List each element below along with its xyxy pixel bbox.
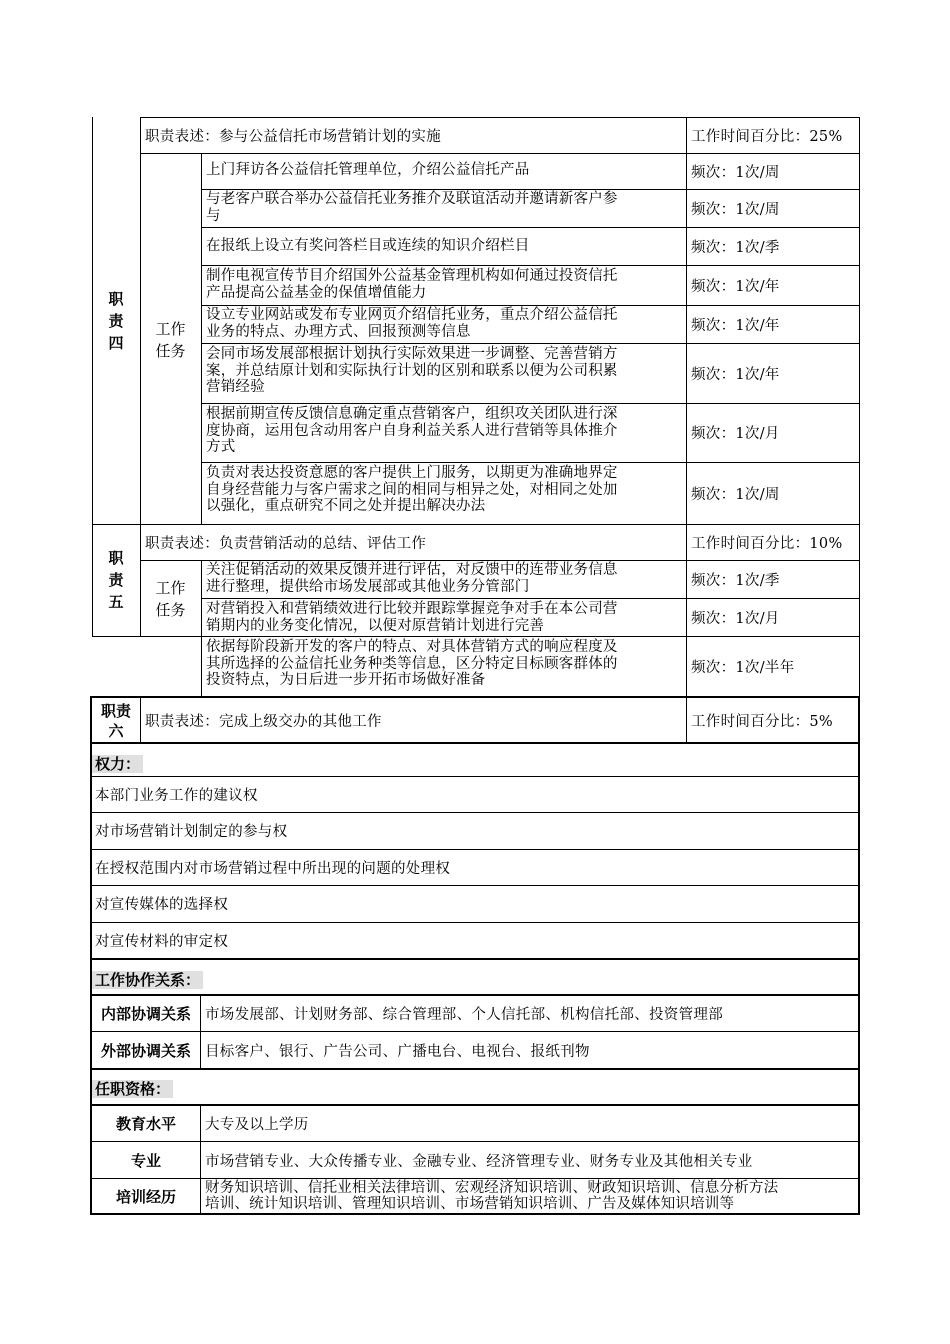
rule bbox=[140, 696, 141, 743]
rule bbox=[201, 153, 202, 524]
qualifications-heading: 任职资格： bbox=[92, 1080, 173, 1098]
duty4-freq-2: 频次：1次/周 bbox=[691, 201, 780, 218]
duty5-freq-1: 频次：1次/季 bbox=[691, 572, 780, 589]
external-relations-value: 目标客户、银行、广告公司、广播电台、电视台、报纸刊物 bbox=[205, 1043, 590, 1060]
rule bbox=[201, 560, 202, 696]
internal-relations-value: 市场发展部、计划财务部、综合管理部、个人信托部、机构信托部、投资管理部 bbox=[205, 1007, 723, 1023]
duty5-freq-3: 频次：1次/半年 bbox=[691, 659, 795, 676]
training-value: 财务知识培训、信托业相关法律培训、宏观经济知识培训、财政知识培训、信息分析方法 培训、统计知识培训、管理知识培训、市场营销知识培训、广告及媒体知识培训等 bbox=[205, 1180, 779, 1212]
relations-heading: 工作协作关系： bbox=[92, 971, 203, 989]
duty5-time-pct: 工作时间百分比：10% bbox=[691, 535, 843, 552]
duty4-task-4: 制作电视宣传节目介绍国外公益基金管理机构如何通过投资信托 产品提高公益基金的保值增值能力 bbox=[206, 268, 618, 301]
rule bbox=[90, 742, 860, 744]
education-label: 教育水平 bbox=[115, 1115, 176, 1133]
duty4-freq-8: 频次：1次/周 bbox=[691, 486, 780, 503]
training-label: 培训经历 bbox=[115, 1188, 176, 1206]
powers-heading: 权力： bbox=[92, 755, 143, 773]
external-relations-label: 外部协调关系 bbox=[100, 1041, 191, 1060]
power-item: 在授权范围内对市场营销过程中所出现的问题的处理权 bbox=[95, 860, 451, 877]
duty5-label: 职 责 五 bbox=[108, 549, 124, 611]
rule bbox=[859, 117, 860, 696]
education-value: 大专及以上学历 bbox=[205, 1117, 309, 1133]
rule bbox=[686, 696, 687, 743]
duty5-task-2: 对营销投入和营销绩效进行比较并跟踪掌握竞争对手在本公司营 销期内的业务变化情况，以便对原营销计划进行完善 bbox=[206, 601, 618, 634]
rule bbox=[686, 117, 687, 696]
duty6-label: 职责 六 bbox=[100, 702, 131, 740]
duty6-time-pct: 工作时间百分比：5% bbox=[691, 714, 834, 730]
duty6-statement: 职责表述：完成上级交办的其他工作 bbox=[145, 714, 382, 730]
power-item: 对宣传媒体的选择权 bbox=[95, 897, 229, 913]
power-item: 对市场营销计划制定的参与权 bbox=[95, 824, 288, 840]
rule bbox=[200, 1104, 201, 1214]
rule bbox=[140, 117, 141, 636]
duty5-task-1: 关注促销活动的效果反馈并进行评估，对反馈中的连带业务信息 进行整理，提供给市场发展部或其他业务分管部门 bbox=[206, 562, 618, 595]
major-value: 市场营销专业、大众传播专业、金融专业、经济管理专业、财务专业及其他相关专业 bbox=[205, 1153, 753, 1170]
duty5-freq-2: 频次：1次/月 bbox=[691, 610, 780, 627]
duty4-freq-3: 频次：1次/季 bbox=[691, 239, 780, 256]
duty4-task-1: 上门拜访各公益信托管理单位，介绍公益信托产品 bbox=[206, 162, 530, 178]
duty4-task-2: 与老客户联合举办公益信托业务推介及联谊活动并邀请新客户参 与 bbox=[206, 191, 618, 224]
duty4-freq-4: 频次：1次/年 bbox=[691, 278, 780, 295]
duty5-statement: 职责表述：负责营销活动的总结、评估工作 bbox=[145, 535, 427, 552]
duty4-label: 职 责 四 bbox=[108, 290, 124, 352]
duty4-freq-6: 频次：1次/年 bbox=[691, 366, 780, 383]
duty4-task-3: 在报纸上设立有奖问答栏目或连续的知识介绍栏目 bbox=[206, 238, 530, 254]
duty4-task-5: 设立专业网站或发布专业网页介绍信托业务，重点介绍公益信托 业务的特点、办理方式、回报预测等信息 bbox=[206, 307, 618, 340]
rule bbox=[90, 1213, 860, 1215]
rule bbox=[90, 958, 860, 960]
duty5-task-3: 依据每阶段新开发的客户的特点、对具体营销方式的响应程度及 其所选择的公益信托业务种类等信息，区分特定目标顾客群体的 投资特点，为日后进一步开拓市场做好准备 bbox=[206, 639, 618, 688]
duty4-freq-1: 频次：1次/周 bbox=[691, 164, 780, 181]
duty4-task-7: 根据前期宣传反馈信息确定重点营销客户，组织攻关团队进行深 度协商，运用包含动用客户自身利益关系人进行营销等具体推介 方式 bbox=[206, 406, 618, 455]
duty4-freq-7: 频次：1次/月 bbox=[691, 426, 780, 442]
power-item: 对宣传材料的审定权 bbox=[95, 933, 229, 950]
power-item: 本部门业务工作的建议权 bbox=[95, 787, 258, 804]
duty4-time-pct: 工作时间百分比：25% bbox=[691, 128, 843, 145]
duty4-task-8: 负责对表达投资意愿的客户提供上门服务，以期更为准确地界定 自身经营能力与客户需求之间的相同与相异之处，对相同之处加 以强化，重点研究不同之处并提出解决办法 bbox=[206, 465, 618, 514]
rule bbox=[90, 1178, 860, 1179]
rule bbox=[90, 1068, 860, 1070]
duty4-task-label: 工作 任务 bbox=[155, 320, 186, 360]
duty4-task-6: 会同市场发展部根据计划执行实际效果进一步调整、完善营销方 案，并总结原计划和实际执行计划的区别和联系以便为公司积累 营销经验 bbox=[206, 346, 618, 395]
duty5-task-label: 工作 任务 bbox=[155, 579, 186, 619]
duty4-statement: 职责表述：参与公益信托市场营销计划的实施 bbox=[145, 128, 441, 145]
duty4-freq-5: 频次：1次/年 bbox=[691, 317, 780, 334]
major-label: 专业 bbox=[130, 1151, 161, 1170]
internal-relations-label: 内部协调关系 bbox=[100, 1005, 191, 1023]
